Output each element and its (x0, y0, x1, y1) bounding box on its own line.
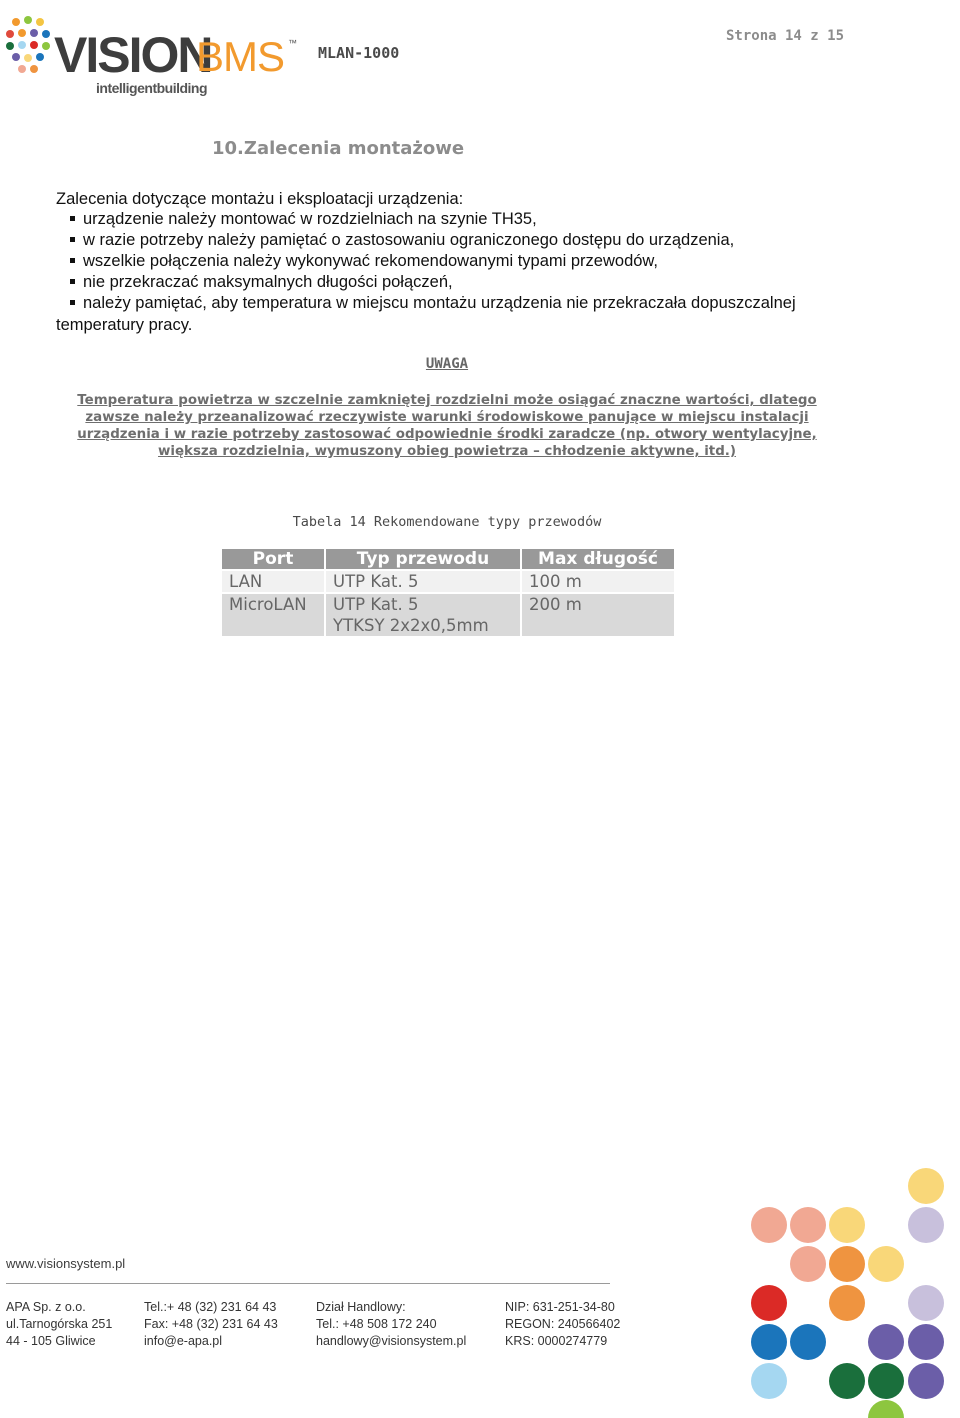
footer-city: 44 - 105 Gliwice (6, 1334, 96, 1348)
page-number: Strona 14 z 15 (726, 28, 845, 44)
footer-company-info (6, 1299, 112, 1350)
warning-line: zawsze należy przeanalizować rzeczywiste warunki środowiskowe panujące w miejscu instalacji (85, 410, 809, 425)
list-item-text: nie przekraczać maksymalnych długości połączeń, (83, 273, 453, 291)
cell-type (326, 594, 520, 636)
footer-email-link[interactable]: info@e-apa.pl (144, 1334, 223, 1348)
footer-registry-info (505, 1299, 620, 1350)
list-item (56, 231, 734, 250)
cell-port: MicroLAN (222, 594, 324, 636)
bullet-square-icon (70, 258, 75, 263)
table-caption: Tabela 14 Rekomendowane typy przewodów (292, 514, 602, 530)
table-row (222, 594, 674, 636)
visionbms-logo (4, 14, 304, 94)
bullet-square-icon (70, 279, 75, 284)
list-item-text: w razie potrzeby należy pamiętać o zastosowaniu ograniczonego dostępu do urządzenia, (83, 231, 735, 249)
list-item (56, 294, 796, 313)
column-header-max: Max długość (522, 549, 674, 569)
footer-sales-email-link[interactable]: handlowy@visionsystem.pl (316, 1334, 467, 1348)
cell-type-line: UTP Kat. 5 (333, 572, 419, 591)
cell-max: 100 m (522, 571, 674, 592)
footer-sales-label: Dział Handlowy: (316, 1300, 406, 1314)
column-header-type: Typ przewodu (326, 549, 520, 569)
table-row (222, 571, 674, 592)
intro-text: Zalecenia dotyczące montażu i eksploatacji urządzenia: (56, 190, 464, 208)
document-model: MLAN-1000 (318, 44, 400, 62)
list-item-text: wszelkie połączenia należy wykonywać rekomendowanymi typami przewodów, (83, 252, 659, 270)
section-title: 10.Zalecenia montażowe (212, 138, 465, 159)
cell-type-line: UTP Kat. 5 (333, 595, 419, 614)
footer-nip: NIP: 631-251-34-80 (505, 1300, 615, 1314)
footer-website-link[interactable] (6, 1256, 125, 1271)
logo-trademark: ™ (288, 38, 297, 48)
warning-line: większa rozdzielnia, wymuszony obieg powietrza – chłodzenie aktywne, itd.) (158, 444, 736, 459)
cable-table (220, 547, 676, 638)
column-header-port: Port (222, 549, 324, 569)
footer-krs: KRS: 0000274779 (505, 1334, 608, 1348)
footer-contact-info (144, 1299, 278, 1350)
list-item-text: urządzenie należy montować w rozdzielniach na szynie TH35, (83, 210, 537, 228)
warning-line: urządzenia i w razie potrzeby zastosować odpowiednie środki zaradcze (np. otwory wentylacyjne, (77, 427, 817, 442)
warning-line: Temperatura powietrza w szczelnie zamkniętej rozdzielni może osiągać znaczne wartości, dlatego (77, 393, 817, 408)
list-item-text: należy pamiętać, aby temperatura w miejscu montażu urządzenia nie przekraczała dopuszczalnej (83, 294, 796, 312)
list-item (56, 273, 453, 292)
footer-url-prefix: www.vision (6, 1256, 71, 1271)
warning-heading: UWAGA (425, 356, 469, 372)
bullet-square-icon (70, 237, 75, 242)
cell-max: 200 m (522, 594, 674, 636)
footer-divider (6, 1283, 610, 1284)
footer-phone: Tel.:+ 48 (32) 231 64 43 (144, 1300, 277, 1314)
cell-type-line: YTKSY 2x2x0,5mm (333, 616, 489, 635)
footer-url-suffix: system.pl (70, 1256, 126, 1271)
bullet-square-icon (70, 300, 75, 305)
list-item (56, 210, 537, 229)
bullet-square-icon (70, 216, 75, 221)
logo-brand-main: VISION (54, 27, 212, 83)
footer-fax: Fax: +48 (32) 231 64 43 (144, 1317, 278, 1331)
cell-port: LAN (222, 571, 324, 592)
footer-company-name: APA Sp. z o.o. (6, 1300, 86, 1314)
logo-tagline: intelligentbuilding (96, 80, 208, 96)
list-item (56, 252, 658, 271)
recommendation-list (56, 210, 856, 314)
footer-sales-phone: Tel.: +48 508 172 240 (316, 1317, 437, 1331)
decorative-dots-icon (740, 1160, 960, 1418)
cell-type (326, 571, 520, 592)
list-item-continuation: temperatury pracy. (56, 316, 193, 334)
footer-street: ul.Tarnogórska 251 (6, 1317, 113, 1331)
warning-text (60, 392, 834, 460)
logo-brand-accent: BMS (196, 33, 285, 80)
footer-sales-info (316, 1299, 466, 1350)
footer-regon: REGON: 240566402 (505, 1317, 621, 1331)
